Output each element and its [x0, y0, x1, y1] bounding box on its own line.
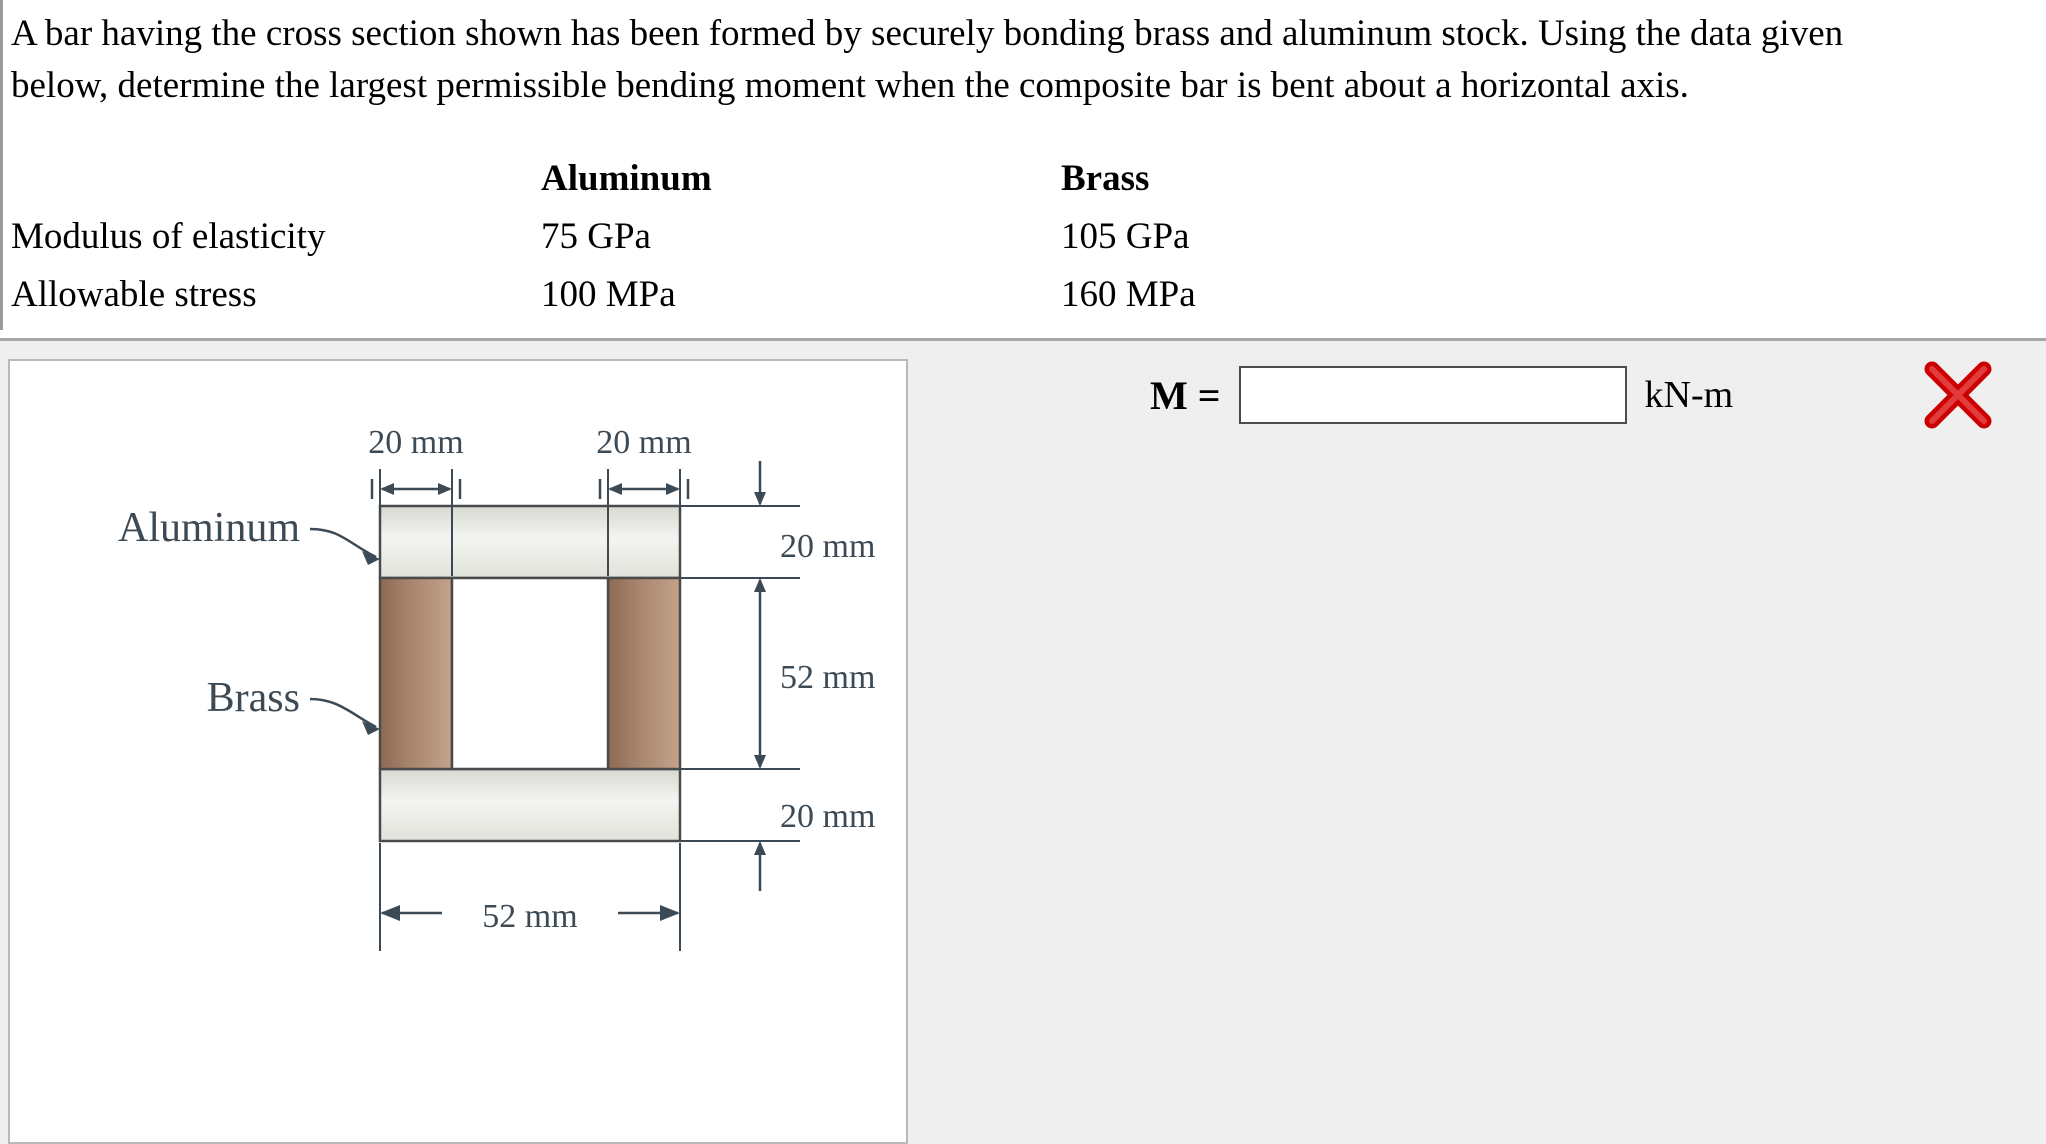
header-blank	[11, 150, 541, 208]
cross-section-diagram	[10, 361, 906, 1142]
header-aluminum: Aluminum	[541, 158, 712, 199]
dim-web-height: 52 mm	[780, 659, 876, 696]
problem-line-2: below, determine the largest permissible bending moment when the composite bar is bent about a horizontal axis.	[11, 65, 1689, 106]
stress-aluminum: 100 MPa	[541, 274, 676, 315]
moment-input[interactable]	[1239, 366, 1627, 424]
row-label-modulus: Modulus of elasticity	[11, 216, 326, 257]
material-data-table	[11, 150, 1581, 324]
label-brass: Brass	[206, 675, 300, 721]
dim-inner-width: 52 mm	[482, 898, 578, 935]
moment-units: kN-m	[1644, 374, 1734, 416]
label-aluminum: Aluminum	[117, 505, 300, 551]
table-header-row	[11, 150, 1581, 208]
dim-bottom-flange-height: 20 mm	[780, 798, 876, 835]
stress-brass: 160 MPa	[1061, 274, 1196, 315]
red-x-icon	[1920, 357, 1996, 433]
dim-top-left-width: 20 mm	[368, 424, 464, 461]
table-row	[11, 208, 1581, 266]
problem-line-1: A bar having the cross section shown has been formed by securely bonding brass and aluminum stock. Using the data given	[11, 13, 1844, 54]
problem-statement	[0, 0, 2046, 330]
row-label-stress: Allowable stress	[11, 274, 257, 315]
modulus-aluminum: 75 GPa	[541, 216, 651, 257]
answer-row	[1150, 359, 1733, 431]
modulus-brass: 105 GPa	[1061, 216, 1190, 257]
dim-top-right-width: 20 mm	[596, 424, 692, 461]
dim-top-flange-height: 20 mm	[780, 528, 876, 565]
answer-pane	[0, 341, 2046, 1144]
header-brass: Brass	[1061, 158, 1150, 199]
moment-label: M =	[1150, 372, 1221, 418]
figure-panel	[8, 359, 908, 1144]
table-row	[11, 266, 1581, 324]
